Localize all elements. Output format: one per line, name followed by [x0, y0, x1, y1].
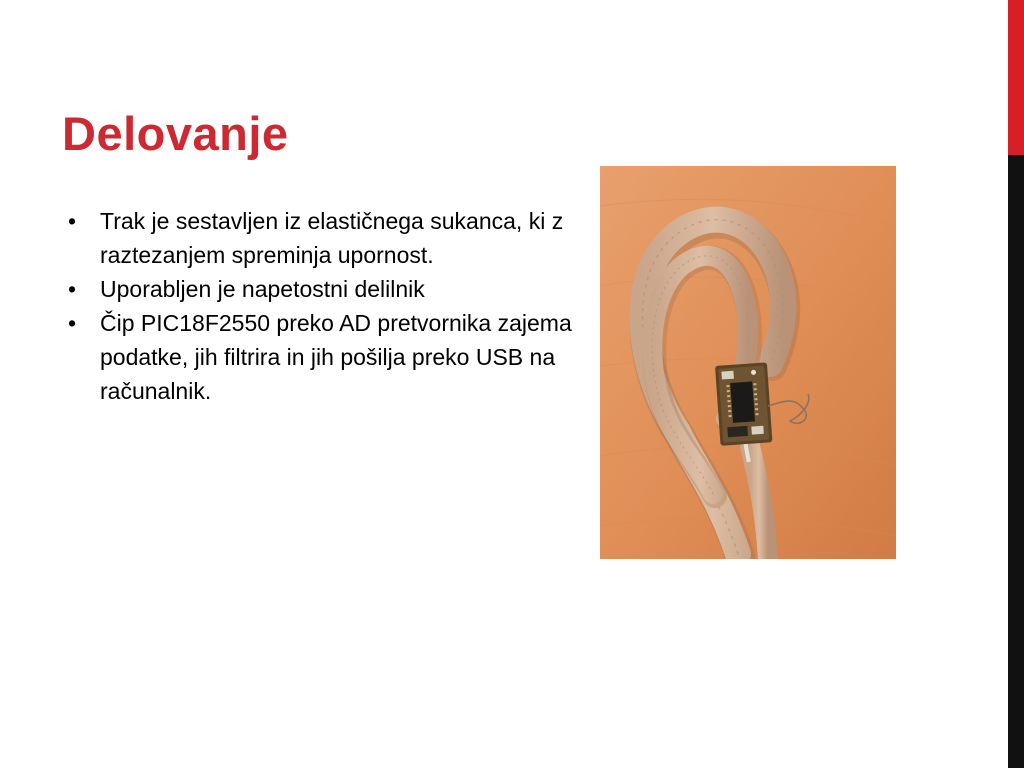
bullet-mark: • — [67, 310, 77, 336]
slide-title: Delovanje — [62, 107, 289, 160]
bullet-text: Uporabljen je napetostni delilnik — [100, 276, 425, 302]
bullet-mark: • — [67, 276, 77, 302]
bullet-item — [62, 272, 582, 306]
sensor-strap-photo — [600, 166, 896, 559]
accent-bar-black — [1008, 155, 1024, 768]
bullet-list — [62, 204, 582, 408]
bullet-text: Čip PIC18F2550 preko AD pretvornika zajema podatke, jih filtrira in jih pošilja preko USB na računalnik. — [100, 310, 572, 404]
accent-bar-red — [1008, 0, 1024, 155]
bullet-item — [62, 204, 582, 272]
bullet-mark: • — [67, 208, 77, 234]
bullet-item — [62, 306, 582, 408]
bullet-text: Trak je sestavljen iz elastičnega sukanca, ki z raztezanjem spreminja upornost. — [100, 208, 564, 268]
